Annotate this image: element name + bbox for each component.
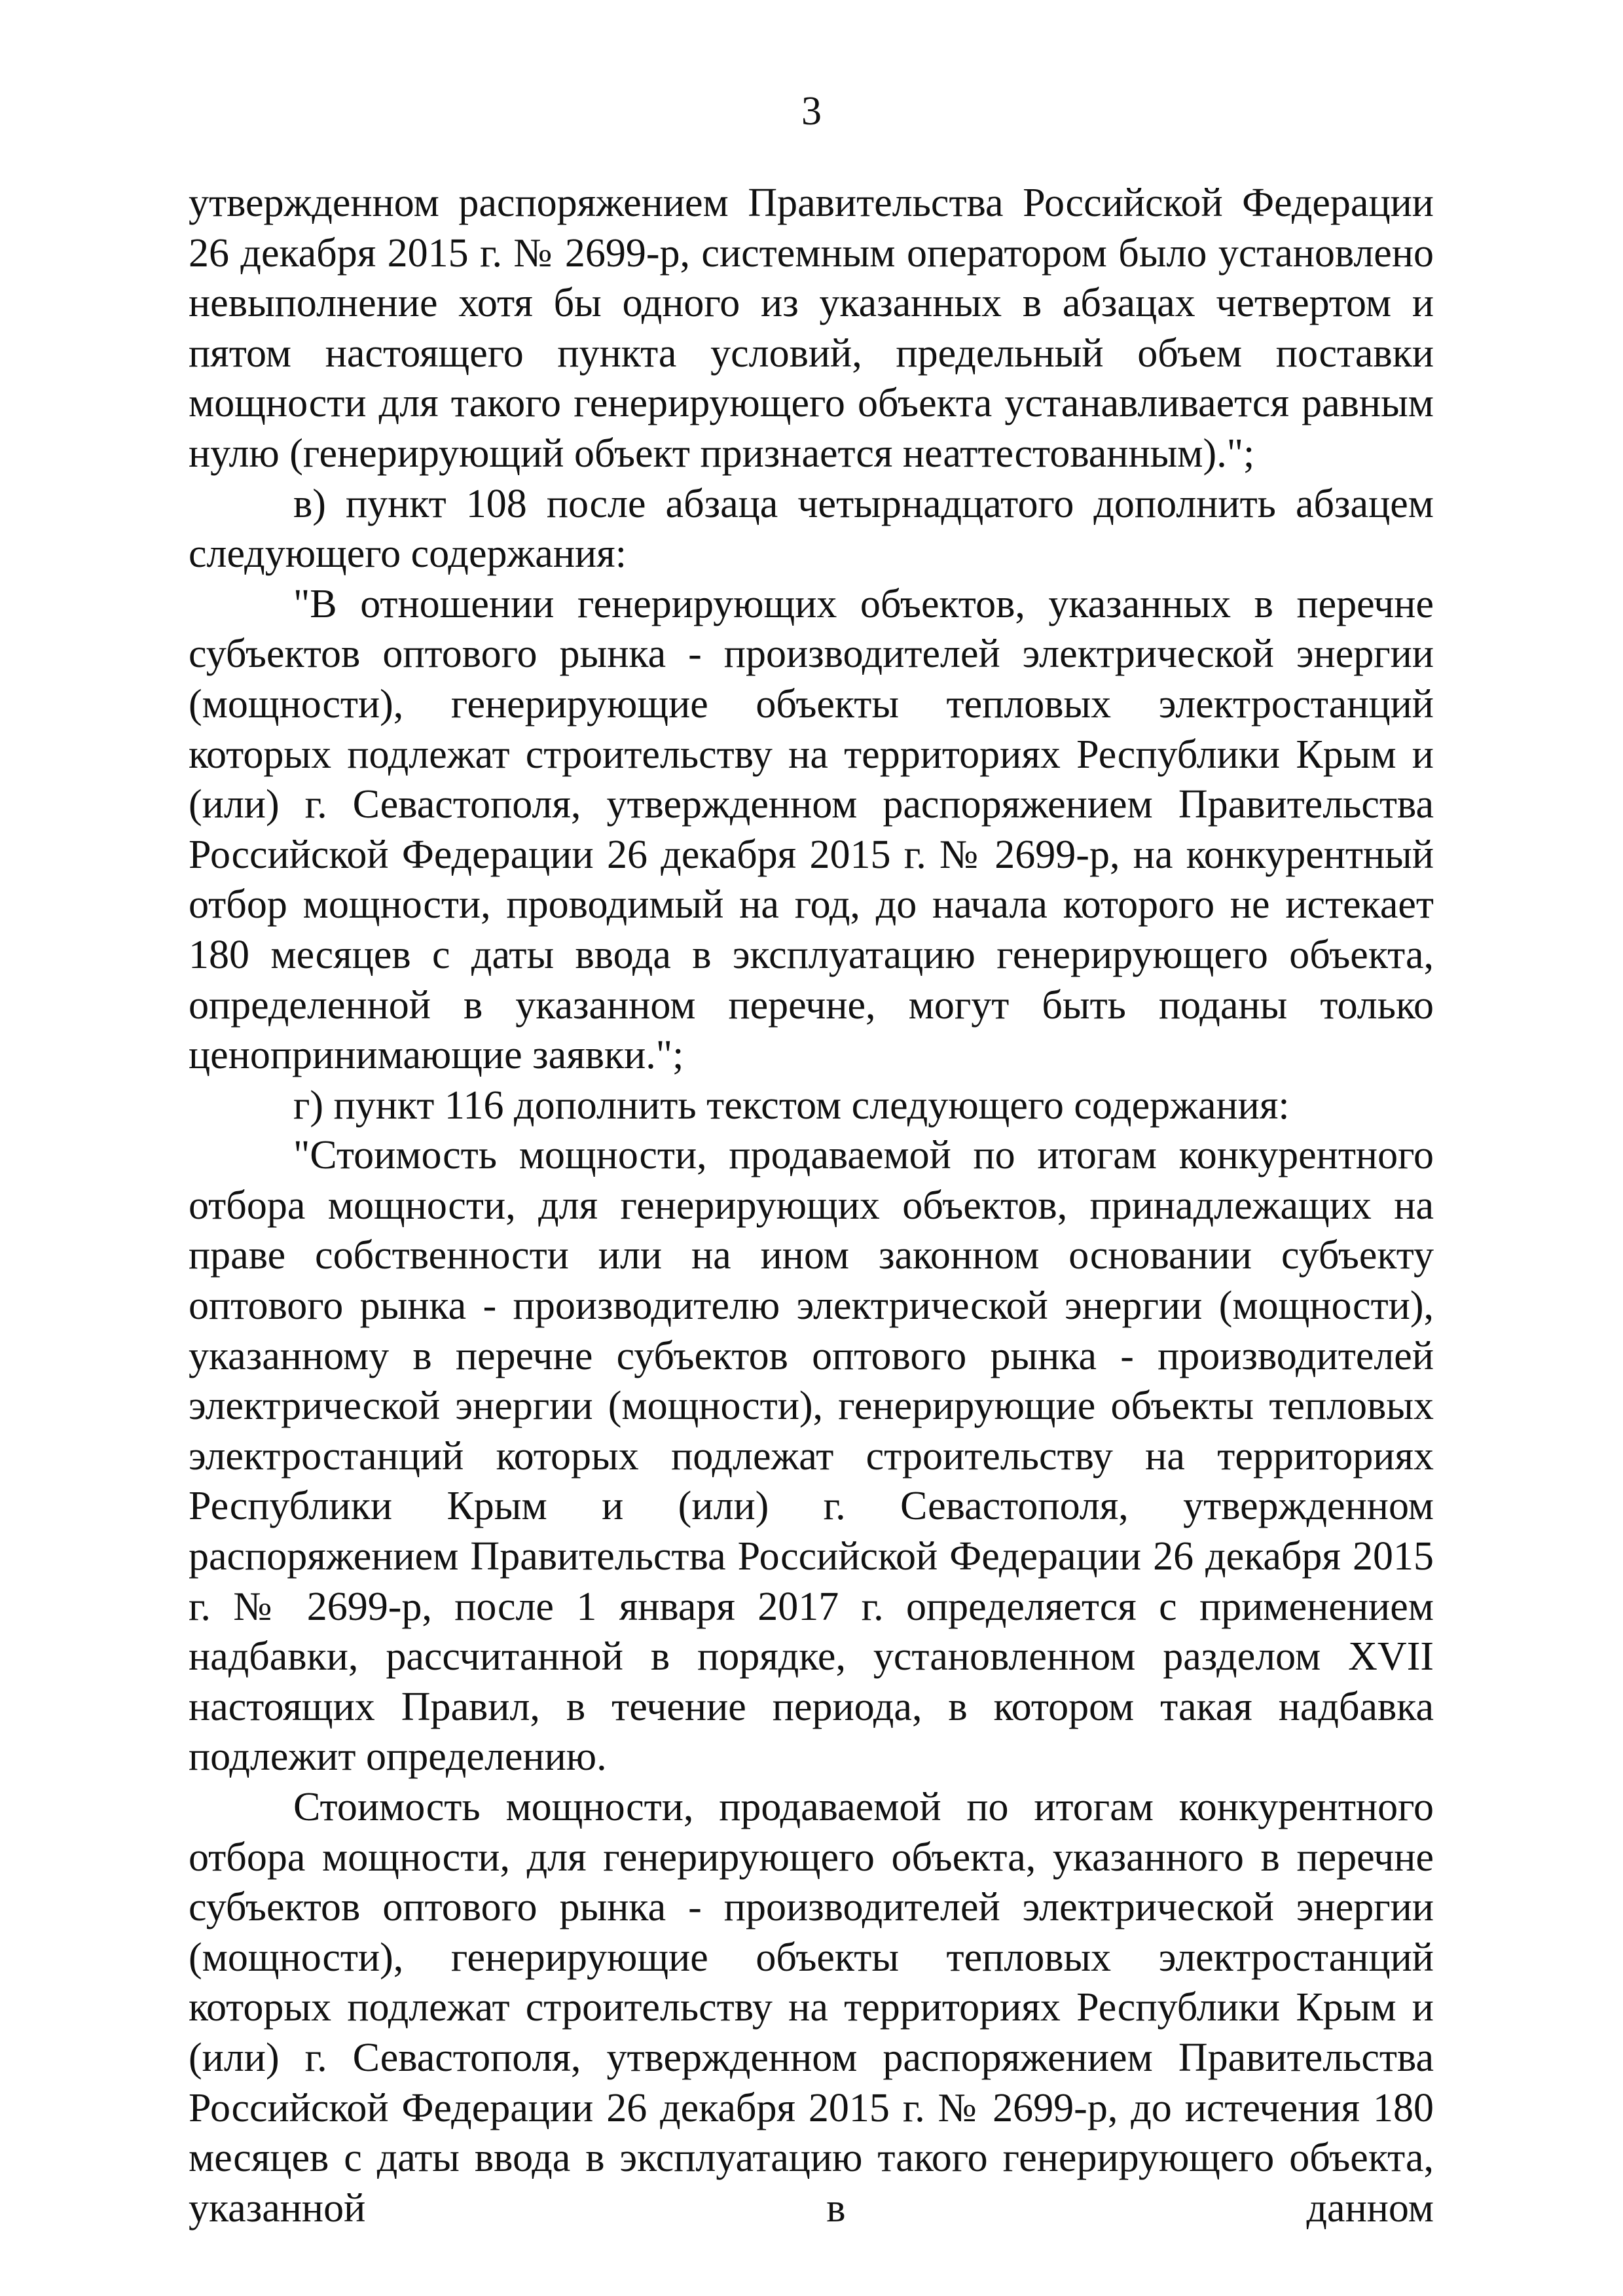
paragraph-quoted-insert-116: "Стоимость мощности, продаваемой по итогам конкурентного отбора мощности, для генерирующих объектов, принадлежащих на праве собственности или на ином законном основании субъекту оптового рынка - производителю электрической энергии (мощности), указанному в перечне субъектов оптового рынка - производителей электрической энергии (мощности), генерирующие объекты тепловых электростанций которых подлежат строительству на территориях Республики Крым и (или) г. Севастополя, утвержденном распоряжением Правительства Российской Федерации 26 декабря 2015 г. № 2699-р, после 1 января 2017 г. определяется с применением надбавки, рассчитанной в порядке, установленном разделом XVII настоящих Правил, в течение периода, в котором такая надбавка подлежит определению. — [189, 1133, 1434, 1780]
paragraph-quoted-insert-108: "В отношении генерирующих объектов, указанных в перечне субъектов оптового рынка - производителей электрической энергии (мощности), генерирующие объекты тепловых электростанций которых подлежат строительству на территориях Республики Крым и (или) г. Севастополя, утвержденном распоряжением Правительства Российской Федерации 26 декабря 2015 г. № 2699-р, на конкурентный отбор мощности, проводимый на год, до начала которого не истекает 180 месяцев с даты ввода в эксплуатацию генерирующего объекта, определенной в указанном перечне, могут быть поданы только ценопринимающие заявки."; — [189, 581, 1434, 1078]
page-number: 3 — [801, 89, 822, 134]
paragraph-cost-of-capacity: Стоимость мощности, продаваемой по итогам конкурентного отбора мощности, для генерирующего объекта, указанного в перечне субъектов оптового рынка - производителей электрической энергии (мощности), генерирующие объекты тепловых электростанций которых подлежат строительству на территориях Республики Крым и (или) г. Севастополя, утвержденном распоряжением Правительства Российской Федерации 26 декабря 2015 г. № 2699-р, до истечения 180 месяцев с даты ввода в эксплуатацию такого генерирующего объекта, указанной в данном — [189, 1785, 1434, 2231]
document-body — [189, 178, 1434, 2233]
paragraph-continuation: утвержденном распоряжением Правительства Российской Федерации 26 декабря 2015 г. № 2699-р, системным оператором было установлено невыполнение хотя бы одного из указанных в абзацах четвертом и пятом настоящего пункта условий, предельный объем поставки мощности для такого генерирующего объекта устанавливается равным нулю (генерирующий объект признается неаттестованным)."; — [189, 181, 1434, 476]
paragraph-item-g: г) пункт 116 дополнить текстом следующего содержания: — [293, 1083, 1290, 1128]
paragraph-item-v: в) пункт 108 после абзаца четырнадцатого дополнить абзацем следующего содержания: — [189, 481, 1434, 577]
